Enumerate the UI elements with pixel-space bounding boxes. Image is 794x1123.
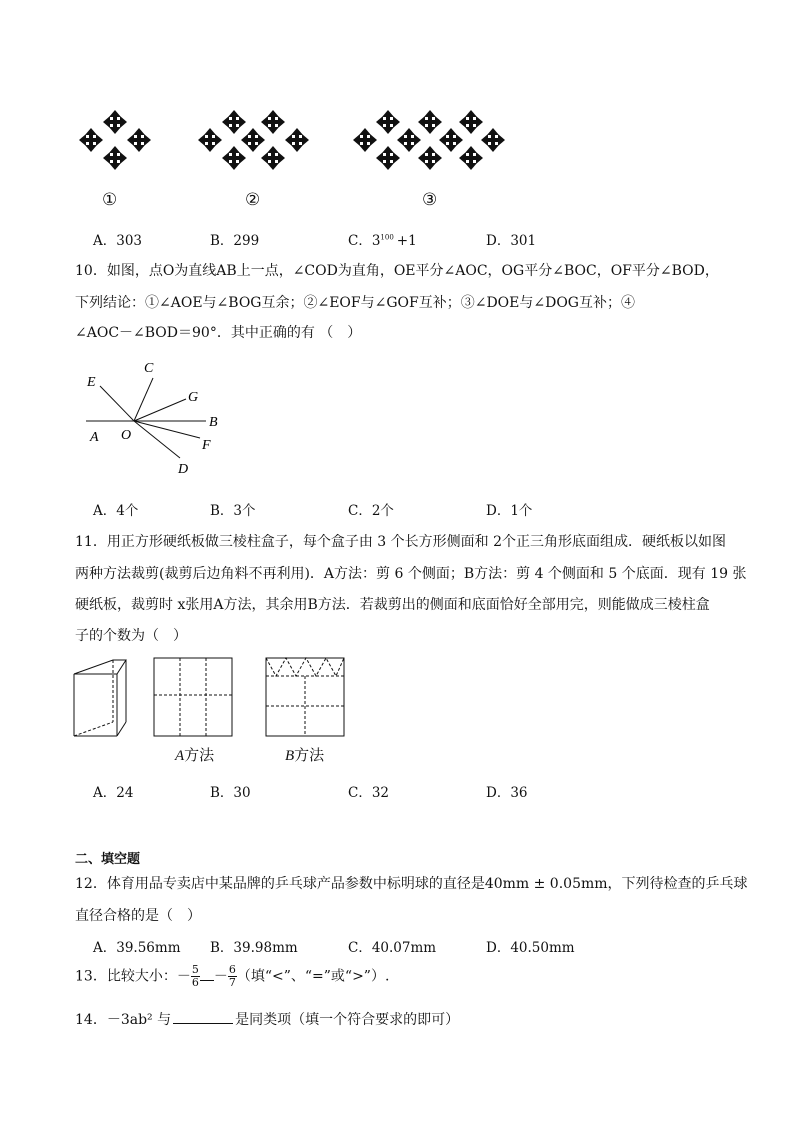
label-c: C — [144, 361, 154, 376]
q14-stem: 14．－3ab² 与 是同类项（填一个符合要求的即可） — [75, 1012, 460, 1028]
q13-stem: 13．比较大小：－ $\frac{5}{6}$ － $\frac{6}{7}$ （填“<”、“=”或“>”）. — [75, 963, 390, 989]
q10-stem-line1: 10．如图，点O为直线AB上一点，∠COD为直角，OE平分∠AOC，OG平分∠BOC，OF平分∠BOD， — [75, 263, 719, 279]
q12-stem-line2: 直径合格的是（ ） — [75, 908, 201, 924]
q9-figure-label-3: ③ — [422, 190, 438, 210]
q10-angle-figure — [80, 355, 240, 480]
q9-option-d: D．301 — [486, 233, 537, 249]
q10-option-c: C．2个 — [348, 503, 394, 519]
q12-option-b: B．39.98mm — [210, 940, 298, 956]
q11-option-b: B．30 — [210, 785, 251, 801]
q12-option-d: D．40.50mm — [486, 940, 575, 956]
q9-figure-label-2: ② — [245, 190, 261, 210]
q13-fraction-1: $\frac{5}{6}$ — [191, 963, 199, 989]
method-a-caption: A方法 — [175, 746, 215, 764]
label-a: A — [90, 430, 99, 445]
q11-stem-line3: 硬纸板，裁剪时 x张用A方法，其余用B方法．若裁剪出的侧面和底面恰好全部用完，则能做成三棱柱盒 — [75, 597, 710, 613]
label-o: O — [121, 428, 132, 443]
q10-option-d: D．1个 — [486, 503, 533, 519]
prism-figure — [74, 660, 126, 736]
q10-option-b: B．3个 — [210, 503, 256, 519]
q13-fraction-2: $\frac{6}{7}$ — [228, 963, 236, 989]
q9-option-b: B．299 — [210, 233, 260, 249]
q9-option-a: A．303 — [93, 233, 143, 249]
q13-answer-blank[interactable] — [200, 980, 214, 981]
q9-option-c: C．$3^{100} +1$ — [348, 233, 417, 249]
q10-option-a: A．4个 — [93, 503, 139, 519]
method-b-caption: B方法 — [285, 746, 325, 764]
q11-option-d: D．36 — [486, 785, 528, 801]
label-e: E — [87, 375, 96, 390]
label-b: B — [209, 415, 218, 430]
label-g: G — [188, 390, 199, 405]
q11-stem-line1: 11．用正方形硬纸板做三棱柱盒子，每个盒子由 3 个长方形侧面和 2个正三角形底面组成．硬纸板以如图 — [75, 534, 726, 550]
q11-option-c: C．32 — [348, 785, 390, 801]
label-d: D — [178, 462, 189, 477]
q10-stem-line2: 下列结论：①∠AOE与∠BOG互余；②∠EOF与∠GOF互补；③∠DOE与∠DOG互补；④ — [75, 295, 635, 311]
q11-stem-line2: 两种方法裁剪(裁剪后边角料不再利用)．A方法：剪 6 个侧面；B方法：剪 4 个侧面和 5 个底面．现有 19 张 — [75, 566, 747, 582]
method-b-square — [266, 658, 344, 736]
q12-option-a: A．39.56mm — [93, 940, 181, 956]
q9-figure-label-1: ① — [102, 190, 118, 210]
q14-answer-blank[interactable] — [173, 1023, 233, 1024]
q9-figure-3 — [353, 110, 505, 170]
q12-option-c: C．40.07mm — [348, 940, 437, 956]
section-title-fill-in: 二、填空题 — [75, 852, 141, 867]
q11-stem-line4: 子的个数为（ ） — [75, 628, 187, 644]
label-f: F — [202, 438, 211, 453]
q9-pattern-figures — [0, 100, 794, 190]
q12-stem-line1: 12．体育用品专卖店中某品牌的乒乓球产品参数中标明球的直径是40mm ± 0.05mm，下列待检查的乒乓球 — [75, 876, 748, 892]
q11-option-a: A．24 — [93, 785, 134, 801]
q10-stem-line3: ∠AOC－∠BOD＝90°．其中正确的有 （ ） — [75, 325, 362, 341]
q9-figure-1 — [79, 110, 151, 170]
method-a-square — [154, 658, 232, 736]
q11-figures — [70, 652, 360, 742]
q9-figure-2 — [198, 110, 309, 170]
